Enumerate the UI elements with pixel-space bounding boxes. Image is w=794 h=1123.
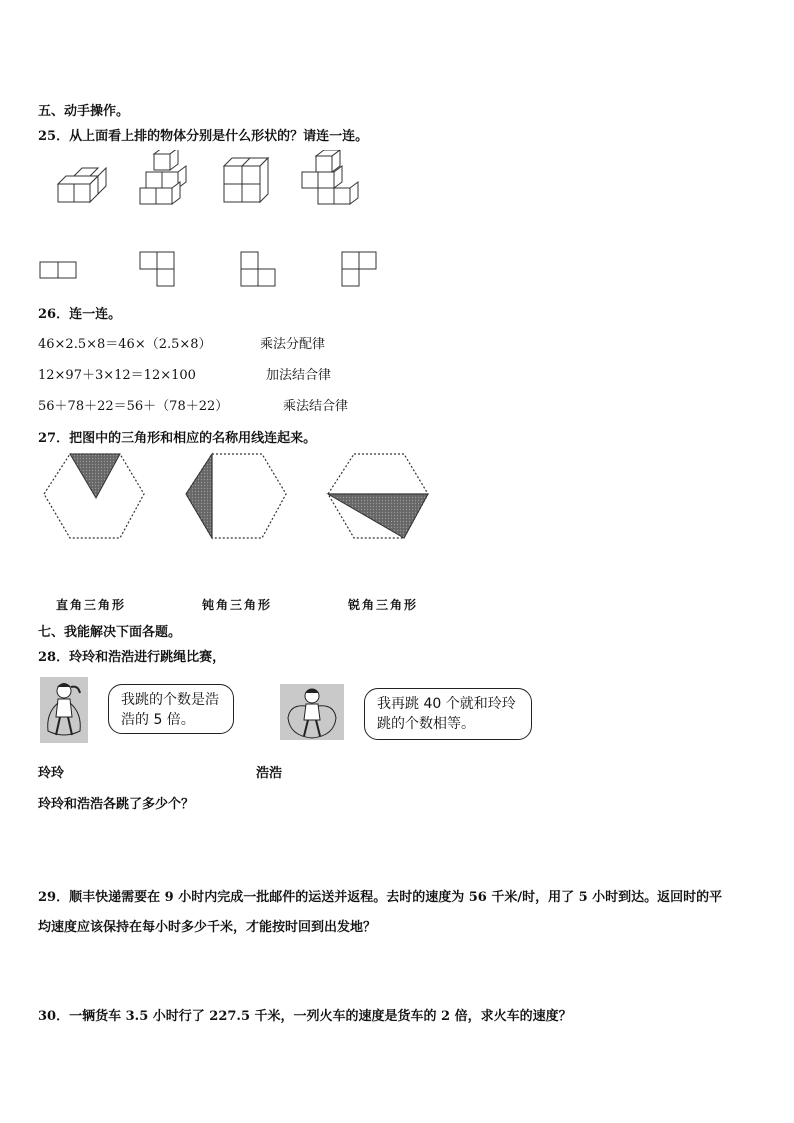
hexagon-3	[328, 454, 428, 538]
label-right-triangle: 直角三角形	[56, 598, 127, 612]
hexagon-2	[186, 454, 286, 538]
cube-figure-3	[224, 158, 268, 202]
label-obtuse-triangle: 钝角三角形	[202, 598, 273, 612]
speech-bubble-haohao: 我再跳 40 个就和玲玲跳的个数相等。	[364, 688, 532, 740]
label-acute-triangle: 锐角三角形	[348, 598, 419, 612]
speech-bubble-lingling: 我跳的个数是浩浩的 5 倍。	[108, 684, 234, 734]
hexagon-1	[44, 454, 144, 538]
law-1: 乘法分配律	[260, 337, 326, 352]
top-view-4	[342, 252, 376, 286]
lingling-picture	[40, 677, 88, 743]
question-29-line-2: 均速度应该保持在每小时多少千米，才能按时回到出发地？	[38, 920, 377, 935]
haohao-picture	[280, 684, 344, 740]
law-2: 加法结合律	[266, 368, 332, 383]
top-view-3	[241, 252, 275, 286]
hexagon-figures	[40, 448, 440, 548]
cube-figures	[52, 150, 382, 210]
question-28-ask: 玲玲和浩浩各跳了多少个？	[38, 797, 195, 812]
expression-3: 56＋78＋22＝56＋（78＋22）	[38, 399, 229, 414]
top-view-shapes	[38, 250, 388, 290]
name-haohao: 浩浩	[256, 766, 283, 781]
question-27: 27．把图中的三角形和相应的名称用线连起来。	[38, 431, 317, 446]
cube-figure-4	[302, 150, 358, 204]
top-view-2	[140, 252, 174, 286]
question-29-line-1: 29．顺丰快递需要在 9 小时内完成一批邮件的运送并返程。去时的速度为 56 千米/时，用了 5 小时到达。返回时的平	[38, 890, 723, 905]
name-lingling: 玲玲	[38, 766, 65, 781]
question-25: 25．从上面看上排的物体分别是什么形状的？请连一连。	[38, 129, 369, 144]
expression-1: 46×2.5×8＝46×（2.5×8）	[38, 337, 212, 352]
expression-2: 12×97＋3×12＝12×100	[38, 368, 196, 383]
question-26: 26．连一连。	[38, 307, 122, 322]
question-30: 30．一辆货车 3.5 小时行了 227.5 千米，一列火车的速度是货车的 2 倍，求火车的速度？	[38, 1009, 572, 1024]
cube-figure-1	[58, 168, 106, 202]
section-heading-5: 五、动手操作。	[38, 104, 130, 119]
section-heading-7: 七、我能解决下面各题。	[38, 625, 182, 640]
cube-figure-2	[140, 150, 186, 204]
law-3: 乘法结合律	[283, 399, 349, 414]
question-28: 28．玲玲和浩浩进行跳绳比赛，	[38, 650, 226, 665]
top-view-1	[40, 262, 76, 278]
